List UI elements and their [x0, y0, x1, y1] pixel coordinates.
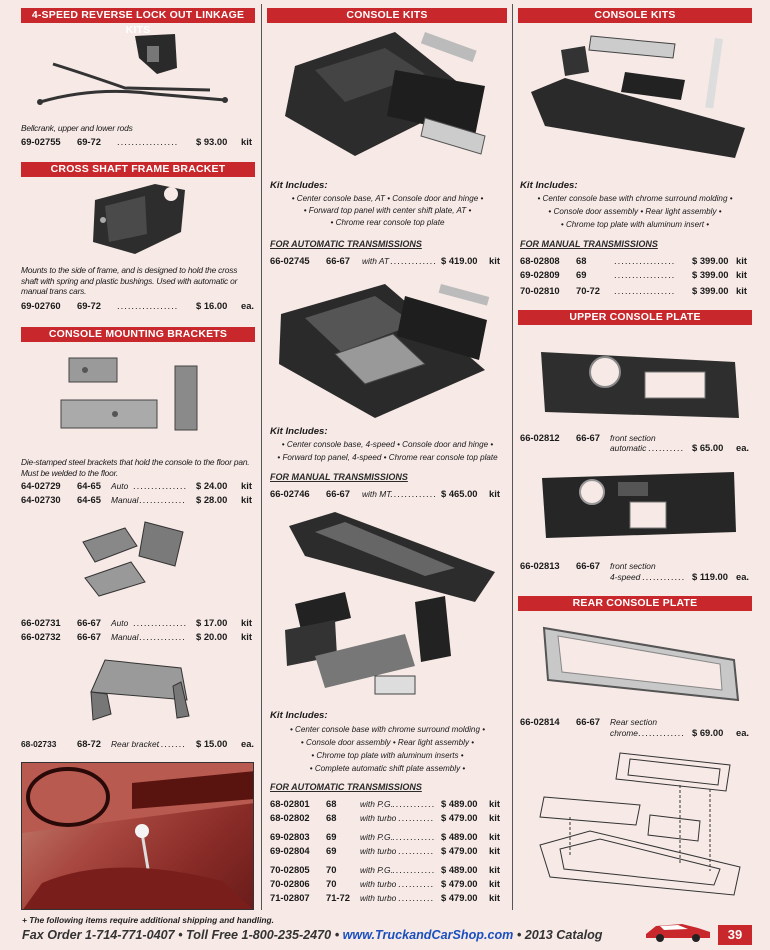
kit-line: • Chrome top plate with aluminum inserts •: [311, 751, 464, 760]
product-row: 66-02746 66-67 with MT ............. $ 465.00 kit: [270, 488, 500, 499]
transmission-subheader: FOR MANUAL TRANSMISSIONS: [270, 472, 408, 482]
section-header-rear-plate: REAR CONSOLE PLATE: [518, 596, 752, 611]
shipping-note: [22, 915, 274, 925]
product-row: 66-02745 66-67 with AT ............. $ 419.00 kit: [270, 255, 500, 266]
kit-line: • Complete automatic shift plate assembly •: [309, 764, 466, 773]
kit-line: • Chrome rear console top plate: [330, 218, 445, 227]
transmission-subheader: FOR AUTOMATIC TRANSMISSIONS: [270, 239, 422, 249]
kit-includes-label: Kit Includes:: [520, 180, 578, 191]
rear-bracket-image: [85, 652, 195, 724]
product-row: 69-02755 69-72 ................. $ 93.00 kit: [21, 136, 252, 147]
product-row: 69-02809 69 ................. $ 399.00 kit: [520, 269, 747, 280]
mounting-brackets-image-a: [55, 352, 225, 442]
product-row: 4-speed ............ $ 119.00 ea.: [610, 571, 750, 582]
product-row: 69-02803 69 with P.G. ............ $ 489.00 kit: [270, 831, 500, 842]
kit-line: • Center console base with chrome surround molding •: [537, 194, 733, 203]
product-row: 71-02807 71-72 with turbo .......... $ 479.00 kit: [270, 892, 500, 903]
column-divider: [261, 4, 262, 910]
toll-free-number: Toll Free 1-800-235-2470: [186, 928, 332, 942]
column-divider: [512, 4, 513, 910]
kit-line: • Chrome top plate with aluminum insert •: [560, 220, 710, 229]
product-row: 70-02806 70 with turbo .......... $ 479.00 kit: [270, 878, 500, 889]
product-row: 68-02802 68 with turbo .......... $ 479.00 kit: [270, 812, 500, 823]
section-header-cross-shaft: CROSS SHAFT FRAME BRACKET: [21, 162, 255, 177]
product-row: 70-02810 70-72 ................. $ 399.00 kit: [520, 285, 747, 296]
product-row: 66-02732 66-67 Manual ............. $ 20.00 kit: [21, 631, 252, 642]
product-row: 64-02730 64-65 Manual ............. $ 28.00 kit: [21, 494, 252, 505]
product-row: 66-02812 66-67 front section: [520, 432, 656, 443]
kit-line: • Center console base, AT • Console door and hinge •: [291, 194, 484, 203]
console-kit-image-1: [275, 26, 500, 176]
console-kit-image-2: [275, 274, 500, 422]
product-row: 64-02729 64-65 Auto ............... $ 24.00 kit: [21, 480, 252, 491]
fax-number: Fax Order 1-714-771-0407: [22, 928, 175, 942]
section-header-console-kits-col3: CONSOLE KITS: [518, 8, 752, 23]
product-row: 66-02731 66-67 Auto ............... $ 17.00 kit: [21, 617, 252, 628]
kit-line: • Console door assembly • Rear light assembly •: [300, 738, 475, 747]
console-kit-image-3: [275, 506, 500, 706]
linkage-kit-image: [35, 28, 245, 116]
product-row: 66-02813 66-67 front section: [520, 560, 656, 571]
product-row: 68-02808 68 ................. $ 399.00 kit: [520, 255, 747, 266]
plus-icon: +: [22, 915, 30, 925]
mounting-brackets-image-b: [75, 512, 195, 602]
section-header-reverse-lockout: 4-SPEED REVERSE LOCK OUT LINKAGE KITS: [21, 8, 255, 23]
kit-includes-label: Kit Includes:: [270, 180, 328, 191]
frame-bracket-image: [85, 180, 195, 258]
product-row: 70-02805 70 with P.G. ............ $ 489.00 kit: [270, 864, 500, 875]
catalog-year: 2013 Catalog: [524, 928, 603, 942]
page-number: 39: [718, 925, 752, 945]
transmission-subheader: FOR MANUAL TRANSMISSIONS: [520, 239, 658, 249]
mounting-brackets-description: Die-stamped steel brackets that hold the console to the floor pan. Must be welded to the floor.: [21, 457, 250, 478]
product-row: 69-02804 69 with turbo .......... $ 479.00 kit: [270, 845, 500, 856]
product-row: 69-02760 69-72 ................. $ 16.00 ea.: [21, 300, 255, 311]
kit-line: • Forward top panel with center shift plate, AT •: [303, 206, 472, 215]
frame-bracket-description: Mounts to the side of frame, and is designed to hold the cross shaft with spring and plastic bushings. Used with automatic or manual trans cars.: [21, 265, 238, 296]
section-header-mounting-brackets: CONSOLE MOUNTING BRACKETS: [21, 327, 255, 342]
transmission-subheader: FOR AUTOMATIC TRANSMISSIONS: [270, 782, 422, 792]
console-kit-image-4: [525, 28, 750, 163]
interior-photo: [21, 762, 254, 910]
kit-includes-label: Kit Includes:: [270, 710, 328, 721]
rear-plate-image: [538, 620, 748, 706]
red-car-icon: [642, 916, 714, 944]
product-row: 68-02801 68 with P.G. ............ $ 489.00 kit: [270, 798, 500, 809]
kit-line: • Center console base with chrome surround molding •: [289, 725, 486, 734]
footer-contact-bar: Fax Order 1-714-771-0407 • Toll Free 1-800-235-2470 • www.TruckandCarShop.com • 2013 Catalog: [22, 928, 603, 942]
kit-line: • Forward top panel, 4-speed • Chrome rear console top plate: [277, 453, 498, 462]
upper-plate-image-4speed: [538, 462, 738, 542]
linkage-description: Bellcrank, upper and lower rods: [21, 123, 133, 133]
kit-includes-label: Kit Includes:: [270, 426, 328, 437]
product-row: automatic .......... $ 65.00 ea.: [610, 442, 750, 453]
product-row: 68-02733 68-72 Rear bracket ........ $ 15.00 ea.: [21, 738, 255, 749]
product-row: chrome ............. $ 69.00 ea.: [610, 727, 750, 738]
website-link[interactable]: www.TruckandCarShop.com: [342, 928, 514, 942]
section-header-upper-plate: UPPER CONSOLE PLATE: [518, 310, 752, 325]
section-header-console-kits-col2: CONSOLE KITS: [267, 8, 507, 23]
console-exploded-diagram: [530, 745, 750, 905]
upper-plate-image-automatic: [535, 332, 745, 424]
kit-line: • Center console base, 4-speed • Console door and hinge •: [281, 440, 494, 449]
product-row: 66-02814 66-67 Rear section: [520, 716, 658, 727]
kit-line: • Console door assembly • Rear light assembly •: [548, 207, 722, 216]
shipping-note-text: The following items require additional shipping and handling.: [29, 915, 274, 925]
